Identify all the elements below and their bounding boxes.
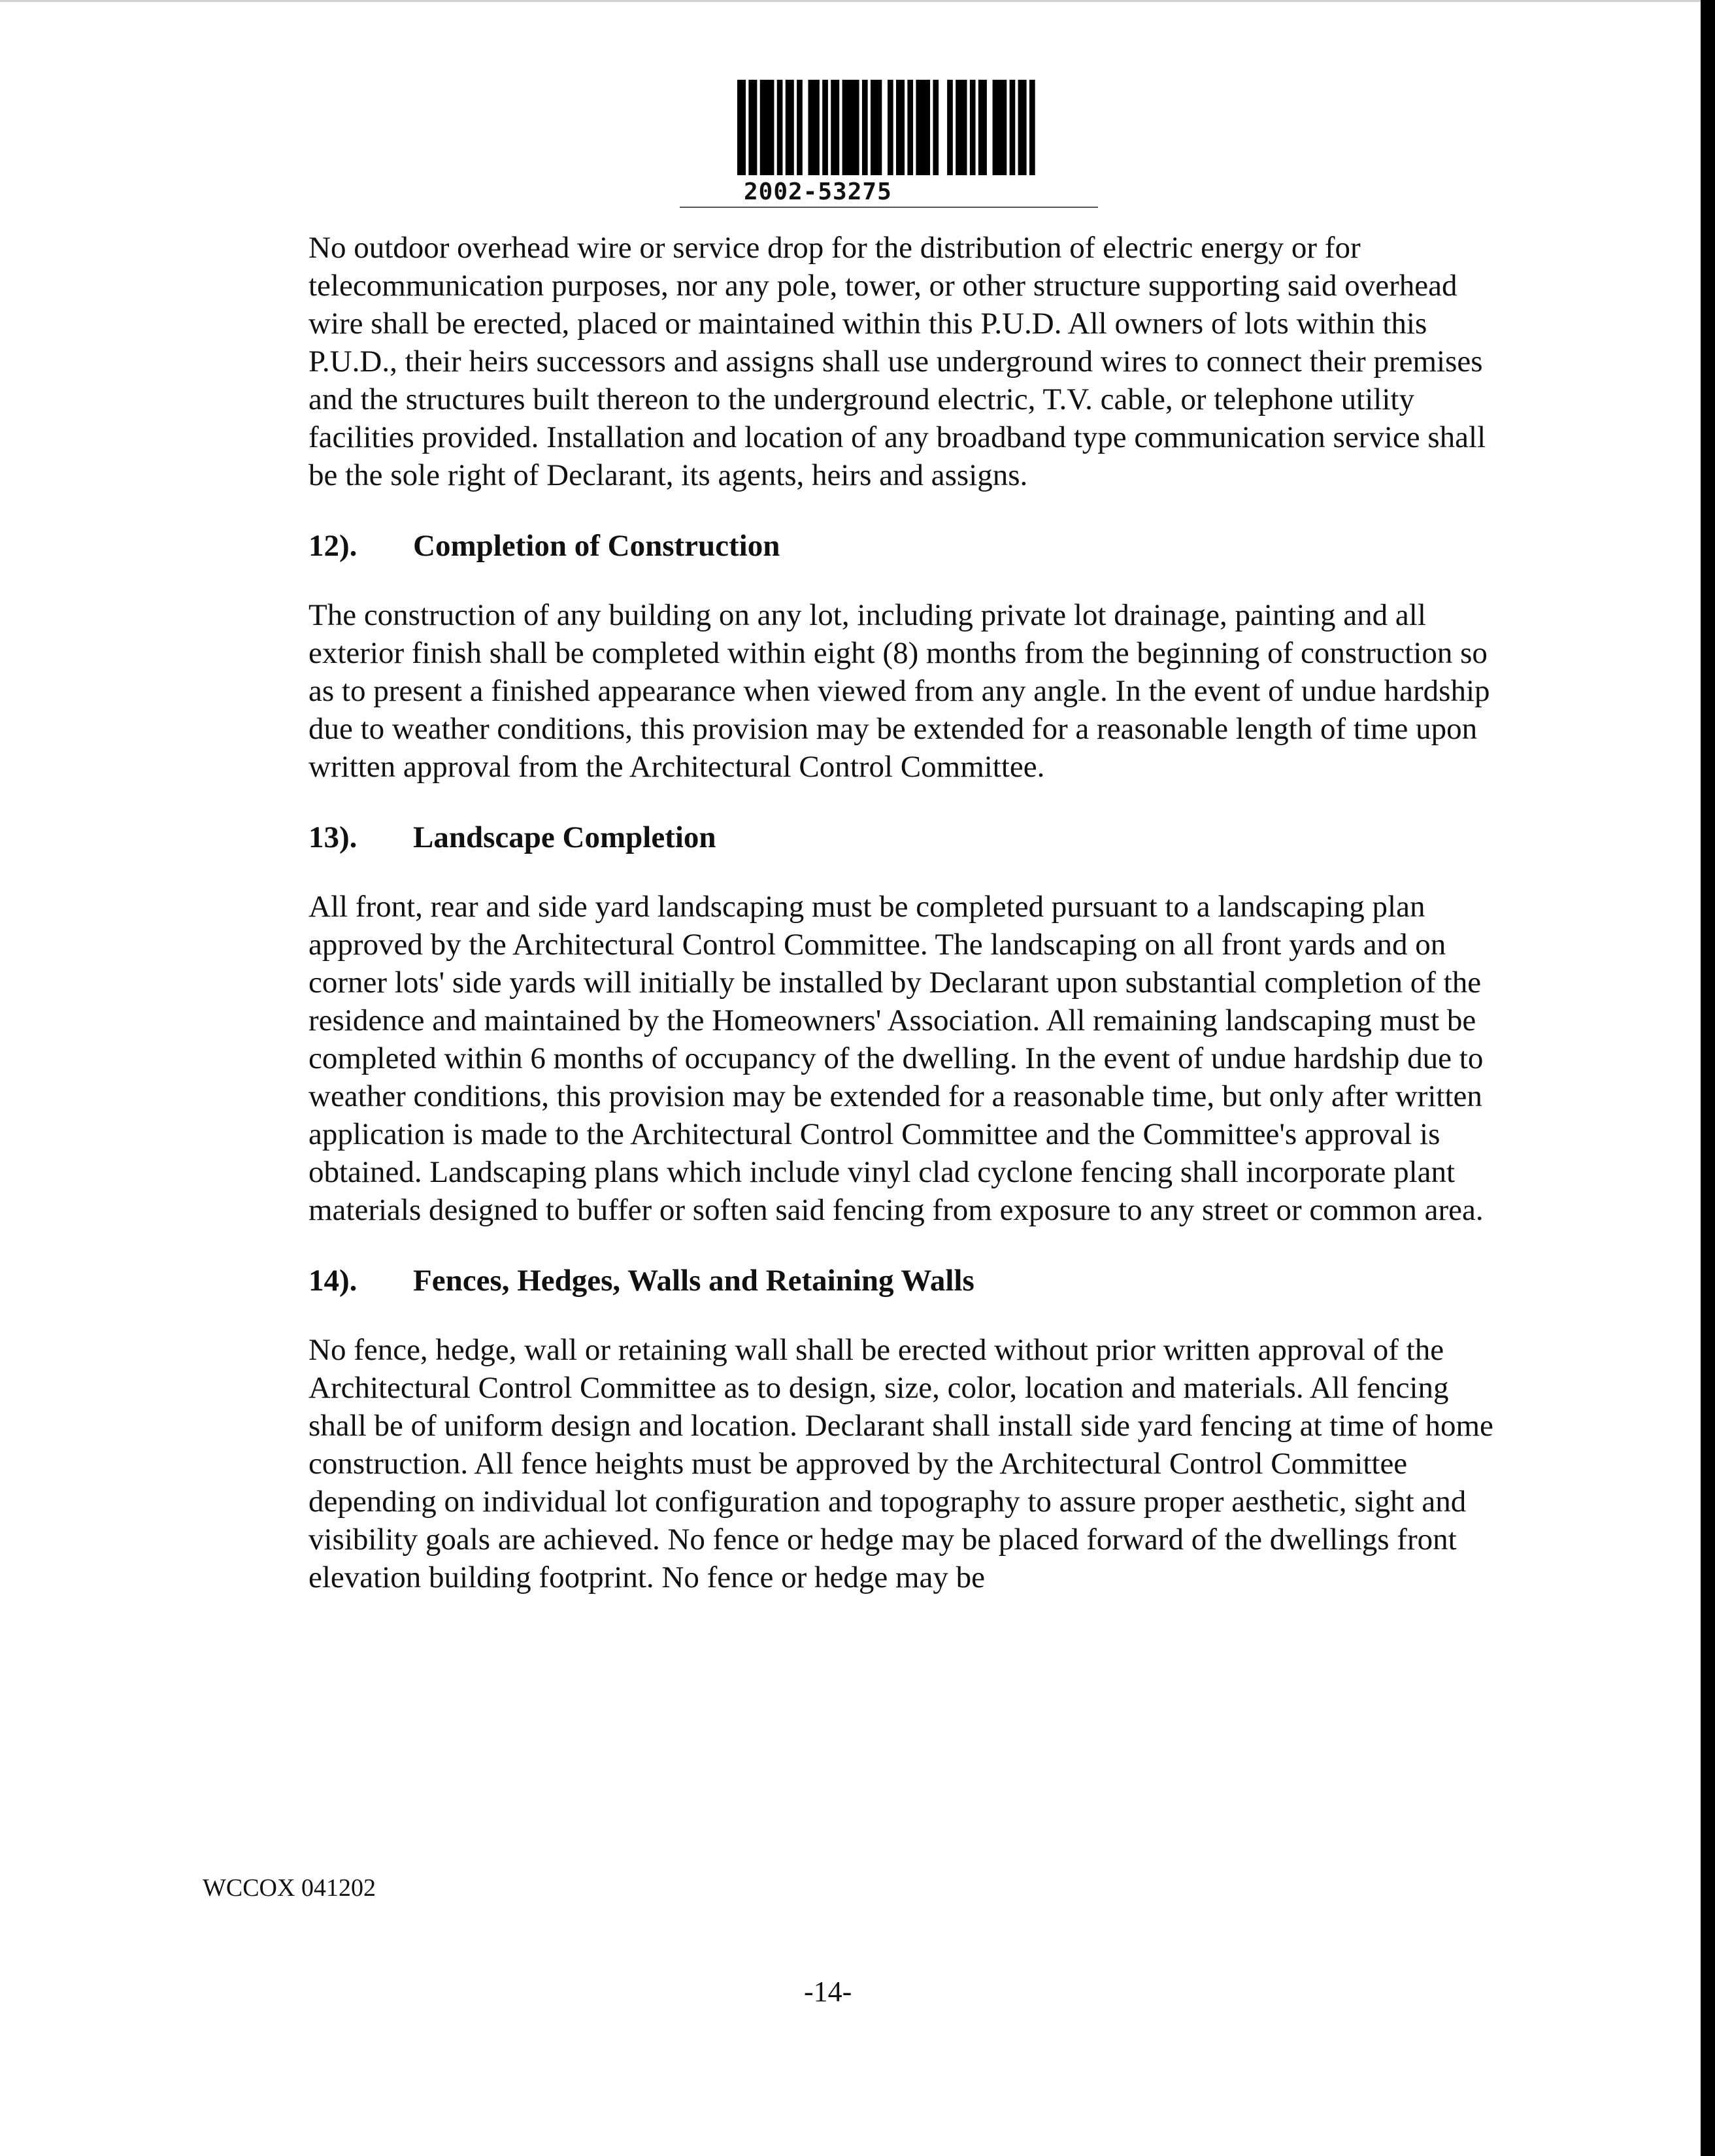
section-12	[308, 527, 1498, 786]
barcode-bar	[737, 80, 746, 175]
barcode-bar	[871, 80, 882, 175]
barcode-bar	[907, 80, 913, 175]
barcode-number: 2002-53275	[744, 178, 892, 205]
barcode-bar	[970, 80, 976, 175]
barcode-bar	[896, 80, 905, 175]
barcode-bar	[808, 80, 819, 175]
barcode-bar	[916, 80, 930, 175]
document-body	[308, 229, 1498, 1596]
barcode-bar	[956, 80, 967, 175]
barcode-bar	[888, 80, 893, 175]
barcode-bar	[748, 80, 757, 175]
barcode-bar	[797, 80, 803, 175]
barcode-icon	[737, 80, 1038, 175]
section-heading	[308, 818, 1498, 856]
section-13	[308, 818, 1498, 1229]
barcode-bar	[760, 80, 774, 175]
barcode-bar	[862, 80, 868, 175]
barcode-bar	[933, 80, 939, 175]
barcode-bar	[1010, 80, 1016, 175]
section-body: The construction of any building on any lot, including private lot drainage, painting and all exterior finish shall be completed within eight (8) months from the beginning of construction so as to present a finished appearance when viewed from any angle. In the event of undue hardship due to weather conditions, this provision may be extended for a reasonable length of time upon written approval from the Architectural Control Committee.	[308, 598, 1490, 784]
barcode-bar	[842, 80, 859, 175]
barcode-bar	[993, 80, 1007, 175]
section-number: 13).	[308, 820, 358, 854]
barcode-bar	[777, 80, 783, 175]
section-14	[308, 1262, 1498, 1596]
section-number: 14).	[308, 1264, 358, 1298]
section-title: Landscape Completion	[413, 820, 716, 854]
section-number: 12).	[308, 529, 358, 563]
section-body: No fence, hedge, wall or retaining wall shall be erected without prior written approval of the Architectural Control Committee as to design, size, color, location and materials. All fencing shall be of uniform design and location. Declarant shall install side yard fencing at time of home construction. All fence heights must be approved by the Architectural Control Committee depending on individual lot configuration and topography to assure proper aesthetic, sight and visibility goals are achieved. No fence or hedge may be placed forward of the dwellings front elevation building footprint. No fence or hedge may be	[308, 1333, 1493, 1594]
section-heading	[308, 1262, 1498, 1300]
intro-paragraph: No outdoor overhead wire or service drop for the distribution of electric energy or for telecommunication purposes, nor any pole, tower, or other structure supporting said overhead wire shall be erected, placed or maintained within this P.U.D. All owners of lots within this P.U.D., their heirs successors and assigns shall use underground wires to connect their premises and the structures built thereon to the underground electric, T.V. cable, or telephone utility facilities provided. Installation and location of any broadband type communication service shall be the sole right of Declarant, its agents, heirs and assigns.	[308, 231, 1486, 492]
section-body: All front, rear and side yard landscaping must be completed pursuant to a landscaping plan approved by the Architectural Control Committee. The landscaping on all front yards and on corner lots' side yards will initially be installed by Declarant upon substantial completion of the residence and maintained by the Homeowners' Association. All remaining landscaping must be completed within 6 months of occupancy of the dwelling. In the event of undue hardship due to weather conditions, this provision may be extended for a reasonable time, but only after written application is made to the Architectural Control Committee and the Committee's approval is obtained. Landscaping plans which include vinyl clad cyclone fencing shall incorporate plant materials designed to buffer or soften said fencing from exposure to any street or common area.	[308, 890, 1484, 1227]
section-title: Fences, Hedges, Walls and Retaining Walls	[413, 1264, 974, 1298]
barcode-bar	[786, 80, 794, 175]
scan-edge-border	[1701, 0, 1715, 2156]
page-number: -14-	[804, 1976, 852, 2008]
barcode-bar	[831, 80, 839, 175]
barcode-bar	[978, 80, 987, 175]
barcode-bar	[947, 80, 953, 175]
barcode-underline	[680, 207, 1098, 208]
section-heading	[308, 527, 1498, 565]
barcode-bar	[822, 80, 828, 175]
document-code: WCCOX 041202	[203, 1874, 376, 1902]
barcode-bar	[1029, 80, 1035, 175]
top-scan-rule	[0, 0, 1715, 2]
recording-barcode	[737, 80, 1044, 205]
barcode-bar	[1018, 80, 1027, 175]
section-title: Completion of Construction	[413, 529, 780, 563]
